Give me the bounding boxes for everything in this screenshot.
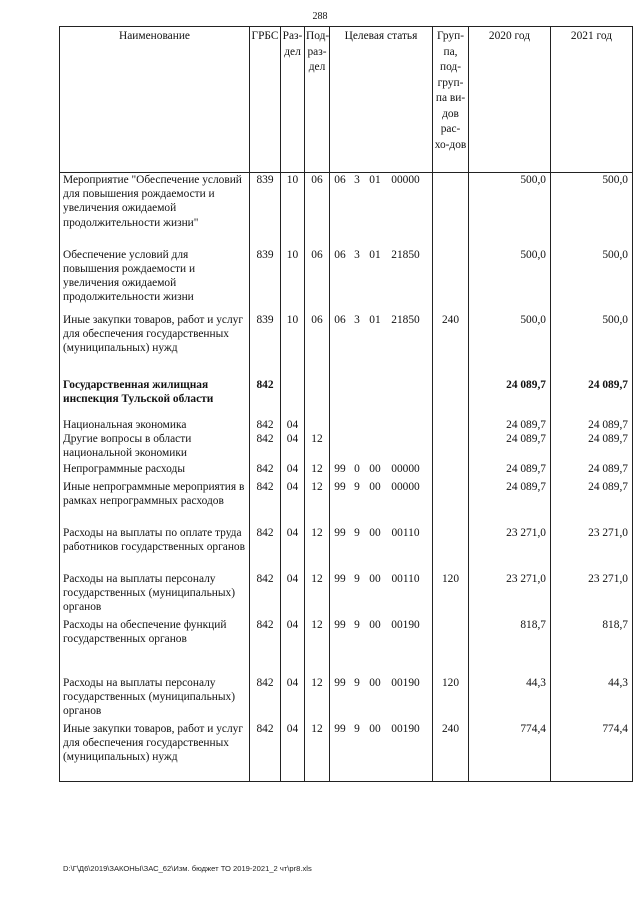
row-subsection: 12	[305, 618, 330, 676]
target-subprogram: 0	[354, 462, 360, 475]
table-row	[60, 313, 633, 378]
row-section: 10	[281, 173, 305, 248]
header-section: Раз-дел	[281, 27, 305, 173]
row-expense-group: 120	[433, 572, 469, 618]
target-program: 06	[334, 313, 346, 326]
row-subsection: 12	[305, 480, 330, 526]
row-grbs: 842	[250, 462, 281, 480]
row-expense-group	[433, 378, 469, 414]
row-grbs: 839	[250, 248, 281, 313]
target-subprogram: 9	[354, 722, 360, 735]
target-program: 99	[334, 480, 346, 493]
target-program: 99	[334, 618, 346, 631]
row-grbs: 842	[250, 676, 281, 722]
row-subsection: 06	[305, 173, 330, 248]
row-grbs: 842	[250, 378, 281, 414]
row-amount-2021: 24 089,7	[551, 378, 633, 414]
row-section: 04	[281, 572, 305, 618]
target-direction: 00190	[391, 618, 420, 631]
row-expense-group	[433, 173, 469, 248]
target-direction: 00000	[391, 462, 420, 475]
header-year-2020: 2020 год	[469, 27, 551, 173]
row-subsection: 12	[305, 722, 330, 782]
row-name: Непрограммные расходы	[60, 462, 250, 480]
row-amount-2020: 24 089,7	[469, 414, 551, 432]
row-expense-group	[433, 248, 469, 313]
target-program: 99	[334, 462, 346, 475]
row-subsection: 12	[305, 676, 330, 722]
target-subprogram: 3	[354, 174, 360, 186]
row-section: 04	[281, 676, 305, 722]
row-expense-group: 240	[433, 722, 469, 782]
table-row	[60, 248, 633, 313]
table-row	[60, 414, 633, 432]
target-program: 99	[334, 526, 346, 539]
target-event: 00	[369, 618, 381, 631]
row-amount-2021: 23 271,0	[551, 526, 633, 572]
row-expense-group	[433, 462, 469, 480]
row-target-article	[330, 313, 433, 378]
row-amount-2020: 23 271,0	[469, 526, 551, 572]
row-amount-2020: 500,0	[469, 313, 551, 378]
row-amount-2020: 23 271,0	[469, 572, 551, 618]
target-event: 00	[369, 572, 381, 585]
header-year-2021: 2021 год	[551, 27, 633, 173]
row-expense-group	[433, 480, 469, 526]
target-direction: 00000	[391, 480, 420, 493]
row-section: 04	[281, 526, 305, 572]
row-grbs: 842	[250, 572, 281, 618]
row-expense-group	[433, 432, 469, 462]
page-number: 288	[312, 11, 328, 22]
row-target-article	[330, 462, 433, 480]
target-subprogram: 3	[354, 313, 360, 326]
row-expense-group	[433, 414, 469, 432]
row-subsection: 12	[305, 526, 330, 572]
table-row	[60, 722, 633, 782]
target-subprogram: 9	[354, 480, 360, 493]
row-amount-2020: 774,4	[469, 722, 551, 782]
row-target-article	[330, 722, 433, 782]
row-grbs: 842	[250, 414, 281, 432]
target-event: 01	[369, 248, 381, 261]
table-row	[60, 480, 633, 526]
row-section: 04	[281, 462, 305, 480]
row-amount-2021: 774,4	[551, 722, 633, 782]
row-target-article	[330, 414, 433, 432]
target-direction: 21850	[391, 248, 420, 261]
file-path-footer: D:\Г\Д6\2019\ЗАКОНЫ\ЗАС_62\Изм. бюджет ТО 2019-2021_2 чт\pr8.xls	[63, 864, 312, 873]
row-amount-2021: 500,0	[551, 173, 633, 248]
row-name: Расходы на выплаты персоналу государственных (муниципальных) органов	[60, 676, 250, 722]
target-subprogram: 3	[354, 248, 360, 261]
row-grbs: 842	[250, 432, 281, 462]
row-amount-2021: 24 089,7	[551, 462, 633, 480]
target-direction: 00000	[391, 174, 420, 186]
row-name: Обеспечение условий для повышения рождаемости и увеличения ожидаемой продолжительности жизни	[60, 248, 250, 313]
row-name: Мероприятие "Обеспечение условий для повышения рождаемости и увеличения ожидаемой продолжительности жизни"	[60, 173, 250, 248]
row-grbs: 842	[250, 722, 281, 782]
row-name: Иные непрограммные мероприятия в рамках непрограммных расходов	[60, 480, 250, 526]
row-amount-2020: 818,7	[469, 618, 551, 676]
row-section: 10	[281, 248, 305, 313]
table-row	[60, 173, 633, 248]
row-section: 04	[281, 618, 305, 676]
row-name: Государственная жилищная инспекция Тульской области	[60, 378, 250, 414]
target-event: 00	[369, 676, 381, 689]
row-section	[281, 378, 305, 414]
table-row	[60, 676, 633, 722]
row-amount-2020: 24 089,7	[469, 480, 551, 526]
row-section: 04	[281, 480, 305, 526]
row-section: 04	[281, 722, 305, 782]
row-section: 04	[281, 432, 305, 462]
row-subsection: 06	[305, 313, 330, 378]
row-amount-2020: 24 089,7	[469, 432, 551, 462]
row-amount-2020: 500,0	[469, 173, 551, 248]
row-name: Национальная экономика	[60, 414, 250, 432]
row-amount-2020: 44,3	[469, 676, 551, 722]
table-row	[60, 378, 633, 414]
row-name: Иные закупки товаров, работ и услуг для обеспечения государственных (муниципальных) нужд	[60, 722, 250, 782]
row-name: Расходы на выплаты персоналу государственных (муниципальных) органов	[60, 572, 250, 618]
row-name: Расходы на обеспечение функций государственных органов	[60, 618, 250, 676]
row-target-article	[330, 480, 433, 526]
header-subsection: Под-раз-дел	[305, 27, 330, 173]
target-direction: 00110	[391, 526, 420, 539]
header-target-article: Целевая статья	[330, 27, 433, 173]
row-grbs: 839	[250, 173, 281, 248]
table-header	[60, 27, 633, 173]
target-event: 01	[369, 313, 381, 326]
target-direction: 00190	[391, 676, 420, 689]
row-subsection: 12	[305, 572, 330, 618]
row-expense-group: 240	[433, 313, 469, 378]
row-target-article	[330, 173, 433, 248]
row-name: Другие вопросы в области национальной экономики	[60, 432, 250, 462]
table-row	[60, 432, 633, 462]
target-subprogram: 9	[354, 572, 360, 585]
target-direction: 00190	[391, 722, 420, 735]
row-amount-2021: 44,3	[551, 676, 633, 722]
row-target-article	[330, 618, 433, 676]
table-row	[60, 572, 633, 618]
row-grbs: 839	[250, 313, 281, 378]
row-expense-group	[433, 526, 469, 572]
row-amount-2021: 818,7	[551, 618, 633, 676]
target-event: 00	[369, 480, 381, 493]
row-expense-group	[433, 618, 469, 676]
target-direction: 00110	[391, 572, 420, 585]
target-event: 00	[369, 462, 381, 475]
budget-table	[59, 26, 633, 782]
target-program: 06	[334, 174, 346, 186]
row-name: Расходы на выплаты по оплате труда работников государственных органов	[60, 526, 250, 572]
row-subsection: 12	[305, 462, 330, 480]
row-grbs: 842	[250, 526, 281, 572]
table-row	[60, 526, 633, 572]
row-amount-2020: 500,0	[469, 248, 551, 313]
target-program: 99	[334, 676, 346, 689]
row-amount-2021: 23 271,0	[551, 572, 633, 618]
table-row	[60, 462, 633, 480]
row-subsection: 06	[305, 248, 330, 313]
target-program: 99	[334, 572, 346, 585]
target-event: 00	[369, 526, 381, 539]
row-subsection	[305, 414, 330, 432]
row-target-article	[330, 572, 433, 618]
row-section: 10	[281, 313, 305, 378]
target-subprogram: 9	[354, 676, 360, 689]
row-amount-2021: 500,0	[551, 248, 633, 313]
row-section: 04	[281, 414, 305, 432]
target-subprogram: 9	[354, 526, 360, 539]
row-target-article	[330, 432, 433, 462]
row-subsection: 12	[305, 432, 330, 462]
row-grbs: 842	[250, 480, 281, 526]
table-row	[60, 618, 633, 676]
row-target-article	[330, 378, 433, 414]
row-amount-2021: 500,0	[551, 313, 633, 378]
target-program: 06	[334, 248, 346, 261]
row-target-article	[330, 526, 433, 572]
target-direction: 21850	[391, 313, 420, 326]
row-target-article	[330, 248, 433, 313]
row-amount-2021: 24 089,7	[551, 432, 633, 462]
row-amount-2020: 24 089,7	[469, 462, 551, 480]
row-amount-2021: 24 089,7	[551, 414, 633, 432]
row-subsection	[305, 378, 330, 414]
target-event: 01	[369, 174, 381, 186]
target-event: 00	[369, 722, 381, 735]
header-name: Наименование	[60, 27, 250, 173]
row-expense-group: 120	[433, 676, 469, 722]
row-name: Иные закупки товаров, работ и услуг для обеспечения государственных (муниципальных) нужд	[60, 313, 250, 378]
header-expense-group: Груп-па, под-груп-па ви-дов рас-хо-дов	[433, 27, 469, 173]
target-subprogram: 9	[354, 618, 360, 631]
header-grbs: ГРБС	[250, 27, 281, 173]
row-amount-2020: 24 089,7	[469, 378, 551, 414]
row-grbs: 842	[250, 618, 281, 676]
target-program: 99	[334, 722, 346, 735]
row-amount-2021: 24 089,7	[551, 480, 633, 526]
row-target-article	[330, 676, 433, 722]
